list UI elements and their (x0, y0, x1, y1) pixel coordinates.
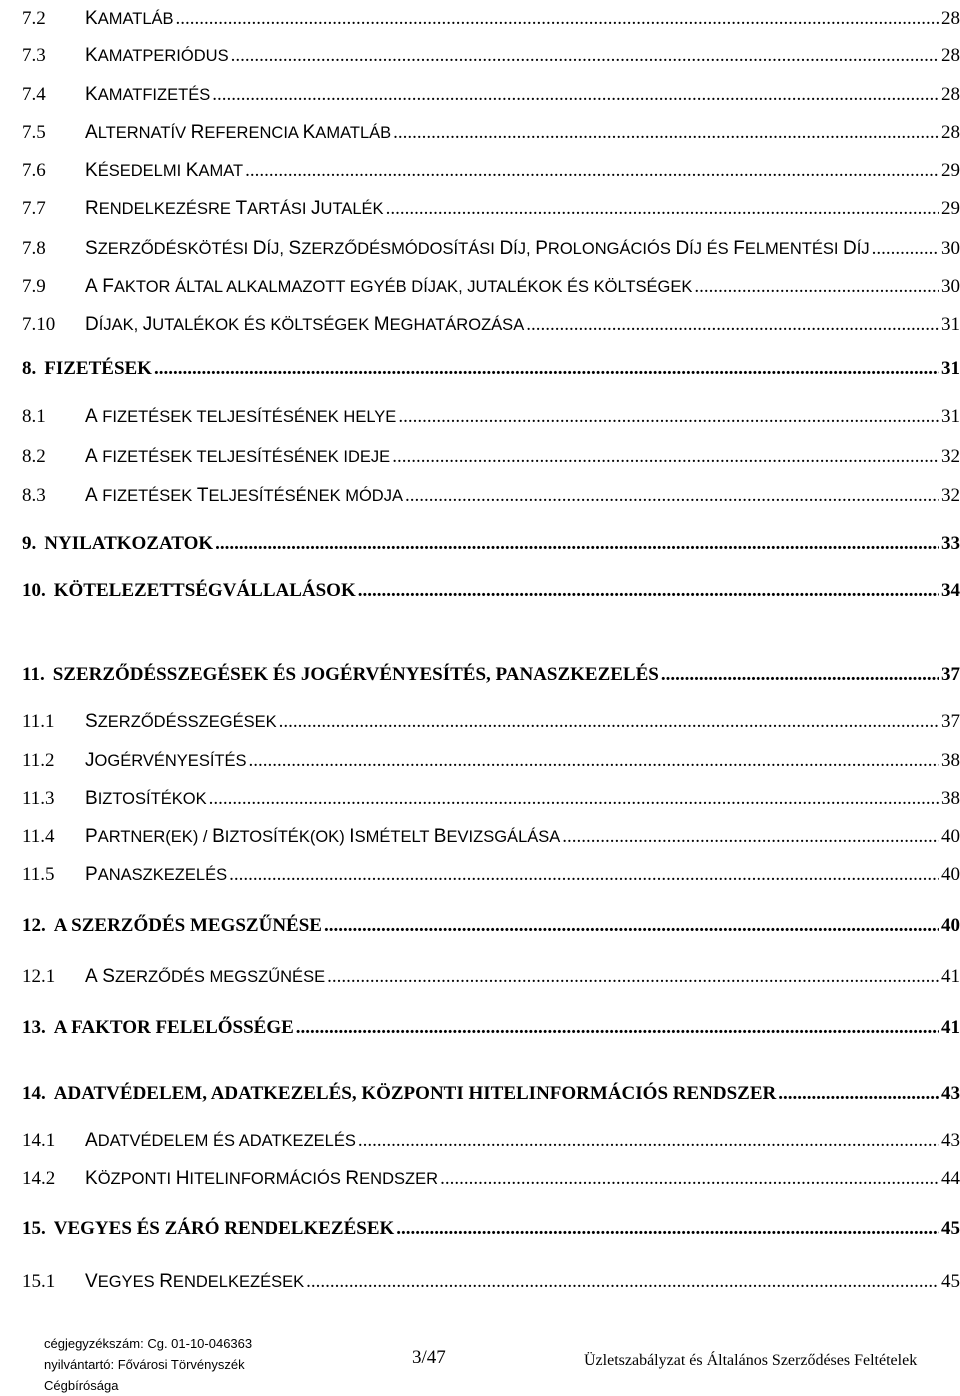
toc-section-entry[interactable] (22, 1130, 960, 1152)
toc-entry-number: 7.10 (22, 314, 56, 335)
toc-section-entry[interactable] (22, 406, 960, 428)
toc-leader-dots (249, 750, 939, 772)
toc-leader-dots (229, 864, 939, 886)
toc-entry-title: FIZETÉSEK (44, 358, 152, 379)
toc-entry-page: 40 (941, 864, 960, 885)
toc-section-entry[interactable] (22, 826, 960, 848)
toc-entry-title: KÖZPONTI HITELINFORMÁCIÓS RENDSZER (85, 1168, 439, 1189)
toc-entry-page: 44 (941, 1168, 960, 1189)
toc-entry-title: ADATVÉDELEM ÉS ADATKEZELÉS (85, 1130, 356, 1151)
toc-entry-page: 37 (941, 664, 960, 685)
toc-entry-number: 10. (22, 580, 46, 601)
toc-chapter-entry[interactable] (22, 358, 960, 380)
toc-leader-dots (526, 314, 939, 336)
toc-section-entry[interactable] (22, 198, 960, 220)
toc-leader-dots (245, 160, 939, 182)
registry-court: nyilvántartó: Fővárosi Törvényszék (44, 1357, 245, 1372)
toc-chapter-entry[interactable] (22, 664, 960, 686)
toc-entry-page: 28 (941, 8, 960, 29)
toc-section-entry[interactable] (22, 238, 960, 260)
toc-entry-number: 15. (22, 1218, 46, 1239)
toc-entry-number: 7.8 (22, 238, 46, 259)
toc-entry-number: 9. (22, 533, 37, 554)
toc-entry-number: 14.2 (22, 1168, 56, 1189)
toc-entry-title: A FIZETÉSEK TELJESÍTÉSÉNEK MÓDJA (85, 485, 403, 506)
toc-leader-dots (694, 276, 939, 298)
toc-entry-title: KÖTELEZETTSÉGVÁLLALÁSOK (53, 580, 356, 601)
toc-entry-number: 7.4 (22, 84, 46, 105)
toc-section-entry[interactable] (22, 276, 960, 298)
toc-entry-title: KAMATFIZETÉS (85, 84, 211, 105)
toc-entry-number: 12. (22, 915, 46, 936)
toc-entry-title: A SZERZŐDÉS MEGSZŰNÉSE (53, 915, 322, 936)
toc-leader-dots (358, 1130, 939, 1152)
toc-entry-number: 15.1 (22, 1271, 56, 1292)
toc-section-entry[interactable] (22, 122, 960, 144)
toc-entry-page: 29 (941, 160, 960, 181)
document-title: Üzletszabályzat és Általános Szerződéses Feltételek (584, 1352, 918, 1369)
toc-entry-page: 32 (941, 446, 960, 467)
toc-section-entry[interactable] (22, 966, 960, 988)
toc-entry-title: SZERZŐDÉSKÖTÉSI DÍJ, SZERZŐDÉSMÓDOSÍTÁSI DÍJ, PROLONGÁCIÓS DÍJ ÉS FELMENTÉSI DÍJ (85, 238, 870, 259)
toc-entry-number: 7.3 (22, 45, 46, 66)
toc-section-entry[interactable] (22, 160, 960, 182)
toc-entry-page: 43 (941, 1083, 960, 1104)
toc-entry-title: A FIZETÉSEK TELJESÍTÉSÉNEK IDEJE (85, 446, 391, 467)
page-number: 3/47 (412, 1347, 446, 1368)
toc-entry-number: 7.9 (22, 276, 46, 297)
toc-section-entry[interactable] (22, 8, 960, 30)
toc-section-entry[interactable] (22, 788, 960, 810)
toc-entry-title: A FAKTOR ÁLTAL ALKALMAZOTT EGYÉB DÍJAK, JUTALÉKOK ÉS KÖLTSÉGEK (85, 276, 693, 297)
toc-leader-dots (327, 966, 939, 988)
toc-leader-dots (154, 358, 939, 380)
toc-entry-title: RENDELKEZÉSRE TARTÁSI JUTALÉK (85, 198, 384, 219)
toc-leader-dots (396, 1218, 939, 1240)
toc-entry-number: 14.1 (22, 1130, 56, 1151)
registry-court-cont: Cégbírósága (44, 1378, 119, 1393)
toc-entry-page: 32 (941, 485, 960, 506)
toc-section-entry[interactable] (22, 864, 960, 886)
toc-section-entry[interactable] (22, 84, 960, 106)
toc-entry-page: 40 (941, 826, 960, 847)
toc-leader-dots (306, 1271, 939, 1293)
toc-entry-title: NYILATKOZATOK (44, 533, 214, 554)
toc-leader-dots (212, 84, 939, 106)
toc-chapter-entry[interactable] (22, 1017, 960, 1039)
toc-entry-title: SZERZŐDÉSSZEGÉSEK ÉS JOGÉRVÉNYESÍTÉS, PANASZKEZELÉS (52, 664, 659, 685)
toc-entry-page: 37 (941, 711, 960, 732)
company-registry-info (44, 1333, 252, 1396)
toc-entry-number: 13. (22, 1017, 46, 1038)
toc-leader-dots (392, 446, 939, 468)
toc-section-entry[interactable] (22, 1271, 960, 1293)
toc-entry-number: 11.4 (22, 826, 55, 847)
toc-leader-dots (296, 1017, 939, 1039)
toc-leader-dots (440, 1168, 939, 1190)
toc-entry-page: 28 (941, 84, 960, 105)
toc-entry-number: 11. (22, 664, 45, 685)
toc-entry-page: 28 (941, 122, 960, 143)
toc-entry-title: A SZERZŐDÉS MEGSZŰNÉSE (85, 966, 326, 987)
toc-entry-title: BIZTOSÍTÉKOK (85, 788, 207, 809)
toc-entry-page: 38 (941, 750, 960, 771)
toc-entry-page: 33 (941, 533, 960, 554)
toc-entry-title: KAMATPERIÓDUS (85, 45, 229, 66)
toc-entry-title: VEGYES ÉS ZÁRÓ RENDELKEZÉSEK (53, 1218, 395, 1239)
toc-entry-number: 7.2 (22, 8, 46, 29)
toc-entry-number: 12.1 (22, 966, 56, 987)
page-footer (0, 1330, 960, 1395)
toc-entry-page: 43 (941, 1130, 960, 1151)
toc-entry-page: 38 (941, 788, 960, 809)
toc-entry-title: JOGÉRVÉNYESÍTÉS (85, 750, 247, 771)
toc-entry-title: ADATVÉDELEM, ADATKEZELÉS, KÖZPONTI HITELINFORMÁCIÓS RENDSZER (53, 1083, 777, 1104)
toc-entry-number: 8.1 (22, 406, 46, 427)
toc-leader-dots (324, 915, 939, 937)
toc-leader-dots (386, 198, 939, 220)
toc-entry-page: 45 (941, 1271, 960, 1292)
toc-entry-page: 30 (941, 238, 960, 259)
toc-entry-title: VEGYES RENDELKEZÉSEK (85, 1271, 305, 1292)
toc-entry-title: KAMATLÁB (85, 8, 174, 29)
toc-leader-dots (358, 580, 939, 602)
toc-section-entry[interactable] (22, 485, 960, 507)
toc-leader-dots (231, 45, 939, 67)
toc-section-entry[interactable] (22, 750, 960, 772)
toc-entry-page: 31 (941, 358, 960, 379)
toc-leader-dots (209, 788, 939, 810)
toc-entry-number: 8. (22, 358, 37, 379)
toc-section-entry[interactable] (22, 45, 960, 67)
toc-entry-page: 31 (941, 314, 960, 335)
toc-entry-number: 11.5 (22, 864, 55, 885)
toc-entry-title: PANASZKEZELÉS (85, 864, 228, 885)
toc-entry-page: 30 (941, 276, 960, 297)
toc-entry-title: KÉSEDELMI KAMAT (85, 160, 244, 181)
toc-entry-page: 28 (941, 45, 960, 66)
toc-section-entry[interactable] (22, 711, 960, 733)
toc-entry-number: 8.2 (22, 446, 46, 467)
toc-entry-number: 11.3 (22, 788, 55, 809)
toc-leader-dots (176, 8, 939, 30)
toc-entry-title: A FIZETÉSEK TELJESÍTÉSÉNEK HELYE (85, 406, 397, 427)
toc-leader-dots (562, 826, 939, 848)
toc-entry-page: 29 (941, 198, 960, 219)
toc-section-entry[interactable] (22, 446, 960, 468)
toc-section-entry[interactable] (22, 1168, 960, 1190)
toc-entry-number: 7.7 (22, 198, 46, 219)
toc-chapter-entry[interactable] (22, 580, 960, 602)
toc-entry-number: 14. (22, 1083, 46, 1104)
toc-chapter-entry[interactable] (22, 1218, 960, 1240)
toc-entry-page: 41 (941, 1017, 960, 1038)
toc-entry-title: PARTNER(EK) / BIZTOSÍTÉK(OK) ISMÉTELT BEVIZSGÁLÁSA (85, 826, 561, 847)
toc-entry-number: 8.3 (22, 485, 46, 506)
toc-entry-title: SZERZŐDÉSSZEGÉSEK (85, 711, 277, 732)
registry-number: cégjegyzékszám: Cg. 01-10-046363 (44, 1336, 253, 1351)
toc-entry-title: ALTERNATÍV REFERENCIA KAMATLÁB (85, 122, 392, 143)
toc-entry-page: 34 (941, 580, 960, 601)
toc-leader-dots (661, 664, 939, 686)
toc-leader-dots (398, 406, 939, 428)
toc-leader-dots (279, 711, 939, 733)
toc-entry-page: 40 (941, 915, 960, 936)
toc-entry-number: 7.5 (22, 122, 46, 143)
toc-entry-number: 11.1 (22, 711, 55, 732)
toc-leader-dots (778, 1083, 939, 1105)
toc-chapter-entry[interactable] (22, 915, 960, 937)
toc-leader-dots (393, 122, 939, 144)
toc-entry-number: 11.2 (22, 750, 55, 771)
toc-chapter-entry[interactable] (22, 1083, 960, 1105)
toc-entry-title: A FAKTOR FELELŐSSÉGE (53, 1017, 294, 1038)
toc-leader-dots (405, 485, 939, 507)
toc-entry-number: 7.6 (22, 160, 46, 181)
toc-entry-title: DÍJAK, JUTALÉKOK ÉS KÖLTSÉGEK MEGHATÁROZÁSA (85, 314, 525, 335)
toc-entry-page: 41 (941, 966, 960, 987)
toc-entry-page: 31 (941, 406, 960, 427)
toc-leader-dots (872, 238, 939, 260)
toc-leader-dots (215, 533, 939, 555)
toc-chapter-entry[interactable] (22, 533, 960, 555)
toc-entry-page: 45 (941, 1218, 960, 1239)
toc-section-entry[interactable] (22, 314, 960, 336)
